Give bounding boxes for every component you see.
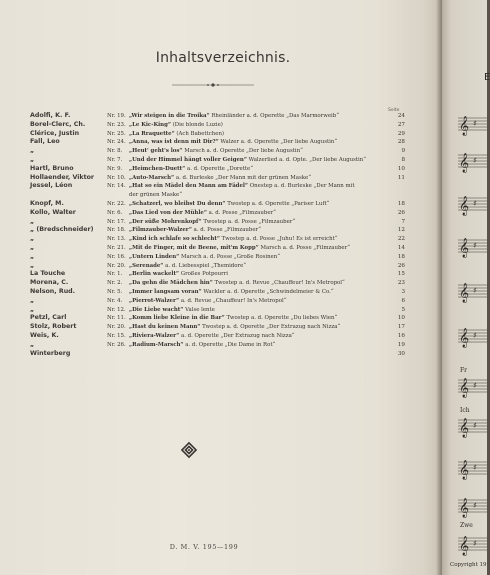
right-page-heading: E — [484, 72, 490, 83]
song-detail: a. d. Posse „Filmzauber“ — [206, 209, 276, 216]
list-item — [107, 253, 405, 262]
song-detail: a. d. Burleske „Der Mann mit der grünen Maske“ — [174, 174, 311, 181]
sharp-icon: ♯ — [473, 156, 477, 165]
page-number: 26 — [397, 262, 405, 269]
list-item — [107, 200, 405, 209]
list-item — [107, 270, 405, 279]
list-item — [107, 314, 405, 323]
list-item — [107, 235, 405, 244]
song-detail: (Ach Babettchen) — [174, 130, 225, 137]
entry-number: Nr. 23. — [107, 121, 126, 128]
song-title: „Schatzerl, wo bleibst Du denn“ — [129, 200, 226, 207]
page-number: 3 — [401, 288, 405, 295]
entry-number: Nr. 19. — [107, 113, 126, 119]
list-item — [107, 218, 405, 227]
song-title: „Le Kic-King“ — [129, 121, 171, 128]
song-detail: a. d. Operette „Der Extrazug nach Nizza“ — [179, 332, 295, 339]
composer-name: Petzl, Carl — [30, 314, 67, 322]
title-ornament-icon — [172, 81, 254, 89]
entry-text — [129, 138, 391, 147]
song-title: „Riviera-Walzer“ — [129, 332, 180, 339]
composer-name: „ — [30, 235, 35, 243]
entry-text — [129, 297, 391, 306]
song-title: „Auto-Marsch“ — [129, 174, 175, 181]
page-column-label: Seite — [388, 108, 400, 113]
list-item — [107, 288, 405, 297]
song-title: „Wir steigen in die Troika“ — [129, 113, 210, 119]
entry-text — [129, 244, 391, 253]
entry-text — [129, 235, 391, 244]
list-item — [107, 121, 405, 130]
song-title: „Und der Himmel hängt voller Geigen“ — [129, 156, 247, 163]
song-title: „Das Lied von der Mühle“ — [129, 209, 207, 216]
lyric-fragment: Zwe — [460, 522, 473, 529]
song-detail: a. d. Liebesspiel „Themidore“ — [163, 262, 247, 269]
page-number: 30 — [397, 350, 405, 357]
entry-number: Nr. 9. — [107, 165, 123, 172]
page-number: 12 — [397, 227, 405, 234]
song-detail: a. d. Operette „Die Dame in Rot“ — [183, 341, 276, 348]
song-detail: a. d. Revue „Chauffeur! In's Metropol“ — [179, 297, 287, 304]
entry-continuation: der grünen Maske“ — [129, 192, 182, 199]
page-number: 19 — [397, 341, 405, 348]
song-title: „La Rraquette“ — [129, 130, 175, 137]
entry-number: Nr. 18. — [107, 227, 126, 234]
song-title: „Hat so ein Mädel den Mann am Fädel“ — [129, 183, 249, 190]
list-item — [107, 182, 405, 191]
entry-text — [129, 226, 391, 235]
song-title: „Filmzauber-Walzer“ — [129, 227, 192, 234]
page-number: 27 — [397, 121, 405, 128]
treble-clef-icon: 𝄞 — [459, 536, 470, 556]
sharp-icon: ♯ — [473, 421, 477, 430]
page-number: 29 — [397, 130, 405, 137]
entry-number: Nr. 6. — [107, 209, 123, 216]
composer-name: Jessel, Léon — [30, 182, 73, 190]
composer-name: Clérice, Justin — [30, 129, 80, 137]
page-number: 5 — [401, 306, 405, 313]
entry-text — [129, 270, 391, 279]
song-title: „Da gehn die Mädchen hin“ — [129, 280, 213, 287]
entry-number: Nr. 25. — [107, 130, 126, 137]
treble-clef-icon: 𝄞 — [459, 498, 470, 518]
treble-clef-icon: 𝄞 — [459, 196, 470, 216]
song-detail: Twostep a. d. Operette „Der Extrazug nach Nizza“ — [200, 324, 341, 331]
composer-name: Knopf, M. — [30, 199, 64, 207]
entry-text — [129, 156, 391, 165]
song-detail: Walzer a. d. Operette „Der liebe Augustin“ — [218, 139, 338, 146]
song-detail: a. d. Posse „Filmzauber“ — [191, 227, 261, 234]
entry-number: Nr. 26. — [107, 341, 126, 348]
entry-text — [129, 182, 391, 191]
list-item — [107, 138, 405, 147]
song-detail: Wackler a. d. Operette „Schwindelmeier & Co.“ — [201, 288, 334, 295]
page-number: 10 — [397, 165, 405, 172]
page-number: 6 — [401, 297, 405, 304]
song-detail: Twostep a. d. Posse „Filmzauber“ — [201, 218, 296, 225]
composer-name: „ — [30, 296, 35, 304]
page-number: 24 — [397, 113, 405, 119]
song-detail: Marsch a. d. Operette „Der liebe Augustin“ — [182, 148, 303, 155]
song-detail: Rheinländer a. d. Operette „Das Marmorweib“ — [209, 113, 339, 119]
list-item — [107, 332, 405, 341]
song-detail: Onestep a. d. Burleske „Der Mann mit — [248, 183, 355, 190]
list-item — [107, 323, 405, 332]
list-item — [107, 174, 405, 183]
list-item — [107, 297, 405, 306]
song-detail: Marsch a. d. Posse „Große Rosinen“ — [179, 253, 280, 260]
entry-text — [129, 112, 391, 121]
song-detail: Walzerlied a. d. Opte. „Der liebe Augustin“ — [246, 156, 367, 163]
composer-name: „ — [30, 155, 35, 163]
page-number: 16 — [397, 332, 405, 339]
song-detail: Valse lente — [183, 306, 215, 313]
treble-clef-icon: 𝄞 — [459, 378, 470, 398]
page-number: 18 — [397, 253, 405, 260]
entry-text — [129, 174, 391, 183]
composer-name: Hollaender, Viktor — [30, 173, 95, 181]
song-detail: Twostep a. d. Operette „Pariser Luft“ — [225, 200, 330, 207]
entry-number: Nr. 22. — [107, 200, 126, 207]
song-title: „Der süße Mohrenkopf“ — [129, 218, 202, 225]
entry-text — [129, 218, 391, 227]
list-item — [107, 165, 405, 174]
entry-number: Nr. 11. — [107, 315, 126, 322]
list-item — [107, 112, 405, 121]
composer-name: „ — [30, 147, 35, 155]
composer-name: „ — [30, 252, 35, 260]
entry-text — [129, 332, 391, 341]
sharp-icon: ♯ — [473, 501, 477, 510]
song-detail: Twostep a. d. Operette „Du liebes Wien“ — [224, 315, 338, 322]
page-number: 28 — [397, 139, 405, 146]
entry-number: Nr. 15. — [107, 332, 126, 339]
composer-name: Morena, C. — [30, 279, 69, 287]
list-item — [107, 262, 405, 271]
list-item — [107, 209, 405, 218]
page-number: 22 — [397, 236, 405, 243]
composer-name: Hartl, Bruno — [30, 164, 74, 172]
composer-name: „ — [30, 217, 35, 225]
entry-text — [129, 279, 391, 288]
composer-name: Borel-Clerc, Ch. — [30, 120, 86, 128]
sharp-icon: ♯ — [473, 286, 477, 295]
entry-text — [129, 323, 391, 332]
page-number: 26 — [397, 209, 405, 216]
composer-name: La Touche — [30, 270, 66, 278]
song-title: „Heut' geht's los“ — [129, 148, 183, 155]
entry-number: Nr. 13. — [107, 236, 126, 243]
page-number: 15 — [397, 271, 405, 278]
composer-name: Kollo, Walter — [30, 208, 76, 216]
treble-clef-icon: 𝄞 — [459, 153, 470, 173]
entry-text — [129, 209, 391, 218]
list-item — [107, 306, 405, 315]
entry-number: Nr. 21. — [107, 244, 126, 251]
publisher-logo-icon — [180, 441, 198, 459]
list-item — [107, 130, 405, 139]
entry-number: Nr. 16. — [107, 253, 126, 260]
composer-name: „ — [30, 305, 35, 313]
sharp-icon: ♯ — [473, 463, 477, 472]
song-title: „Serenade“ — [129, 262, 164, 269]
page-number: 8 — [401, 156, 405, 163]
entry-text — [129, 121, 391, 130]
song-title: „Die Liebe wacht“ — [129, 306, 184, 313]
entry-number: Nr. 4. — [107, 297, 123, 304]
list-item — [107, 244, 405, 253]
page-number: 10 — [397, 315, 405, 322]
entry-number: Nr. 24. — [107, 139, 126, 146]
composer-name: „ (Bredschneider) — [30, 226, 94, 234]
sharp-icon: ♯ — [473, 241, 477, 250]
entry-number: Nr. 20. — [107, 262, 126, 269]
entry-number: Nr. 8. — [107, 148, 123, 155]
sharp-icon: ♯ — [473, 331, 477, 340]
song-detail: Twostep a. d. Posse „Juhu! Es ist erreicht“ — [219, 236, 338, 243]
lyric-fragment: Fr — [460, 367, 468, 374]
song-title: „Anna, was ist denn mit Dir?“ — [129, 139, 219, 146]
page-number: 23 — [397, 280, 405, 287]
sheet-music-fragment — [442, 0, 487, 575]
composer-name: „ — [30, 243, 35, 251]
treble-clef-icon: 𝄞 — [459, 418, 470, 438]
song-title: „Komm liebe Kleine in die Bar“ — [129, 315, 225, 322]
entry-text — [129, 147, 391, 156]
page-number: 11 — [397, 174, 405, 181]
song-detail: Twostep a. d. Revue „Chauffeur! In's Metropol“ — [212, 280, 345, 287]
entry-number: Nr. 20. — [107, 324, 126, 331]
composer-name: Winterberg — [30, 349, 71, 357]
page-number: 14 — [397, 244, 405, 251]
composer-name: Stolz, Robert — [30, 323, 77, 331]
entry-number: Nr. 7. — [107, 156, 123, 163]
song-title: „Radium-Marsch“ — [129, 341, 184, 348]
treble-clef-icon: 𝄞 — [459, 460, 470, 480]
page-number: 7 — [401, 218, 405, 225]
song-detail: Großes Potpourri — [179, 271, 229, 278]
page-title: Inhaltsverzeichnis. — [155, 50, 291, 66]
lyric-fragment: Ich — [460, 407, 470, 414]
entry-number: Nr. 1. — [107, 271, 123, 278]
composer-name: Nelson, Rud. — [30, 287, 76, 295]
song-title: „Hast du keinen Mann“ — [129, 324, 201, 331]
page-number: 9 — [401, 148, 405, 155]
page-number: 18 — [397, 200, 405, 207]
list-item — [107, 279, 405, 288]
entry-number: Nr. 17. — [107, 218, 126, 225]
right-page — [442, 0, 490, 575]
song-detail: (Die blonde Luzie) — [170, 121, 223, 128]
entry-text — [129, 262, 391, 271]
entry-number: Nr. 14. — [107, 183, 126, 190]
entry-number: Nr. 12. — [107, 306, 126, 313]
catalog-number: D. M. V. 195—199 — [169, 543, 239, 551]
song-title: „Berlin wackelt“ — [129, 271, 180, 278]
list-item — [107, 156, 405, 165]
composer-name: Weis, K. — [30, 331, 59, 339]
composer-name: „ — [30, 261, 35, 269]
composer-name: Adolfi, K. F. — [30, 112, 71, 119]
sharp-icon: ♯ — [473, 539, 477, 548]
song-detail: a. d. Operette „Dorette“ — [185, 165, 253, 172]
contents-list — [107, 112, 405, 358]
song-title: „Immer langsam voran“ — [129, 288, 202, 295]
list-item — [107, 147, 405, 156]
entry-text — [129, 314, 391, 323]
song-title: „Mit de Finger, mit de Beene, mit'm Kopp“ — [129, 244, 259, 251]
entry-text — [129, 253, 391, 262]
song-title: „Heimchen-Duett“ — [129, 165, 186, 172]
entry-text — [129, 200, 391, 209]
entry-number: Nr. 2. — [107, 280, 123, 287]
entry-text — [129, 165, 391, 174]
list-item — [107, 341, 405, 350]
sharp-icon: ♯ — [473, 119, 477, 128]
composer-name: Fall, Leo — [30, 138, 60, 146]
entry-text — [129, 306, 391, 315]
composer-name: „ — [30, 340, 35, 348]
sharp-icon: ♯ — [473, 381, 477, 390]
song-title: „Pierrot-Walzer“ — [129, 297, 180, 304]
entry-number: Nr. 10. — [107, 174, 126, 181]
treble-clef-icon: 𝄞 — [459, 328, 470, 348]
entry-number: Nr. 5. — [107, 288, 123, 295]
song-title: „Kind ich schlafe so schlecht“ — [129, 236, 220, 243]
copyright-notice: Copyright 19 — [450, 562, 487, 568]
page-number: 17 — [397, 324, 405, 331]
treble-clef-icon: 𝄞 — [459, 238, 470, 258]
entry-text — [129, 341, 391, 350]
treble-clef-icon: 𝄞 — [459, 283, 470, 303]
entry-text — [129, 288, 391, 297]
list-item — [107, 226, 405, 235]
sharp-icon: ♯ — [473, 199, 477, 208]
song-title: „Untern Linden“ — [129, 253, 180, 260]
entry-text — [129, 130, 391, 139]
list-item — [107, 350, 405, 359]
treble-clef-icon: 𝄞 — [459, 116, 470, 136]
song-detail: Marsch a. d. Posse „Filmzauber“ — [258, 244, 350, 251]
